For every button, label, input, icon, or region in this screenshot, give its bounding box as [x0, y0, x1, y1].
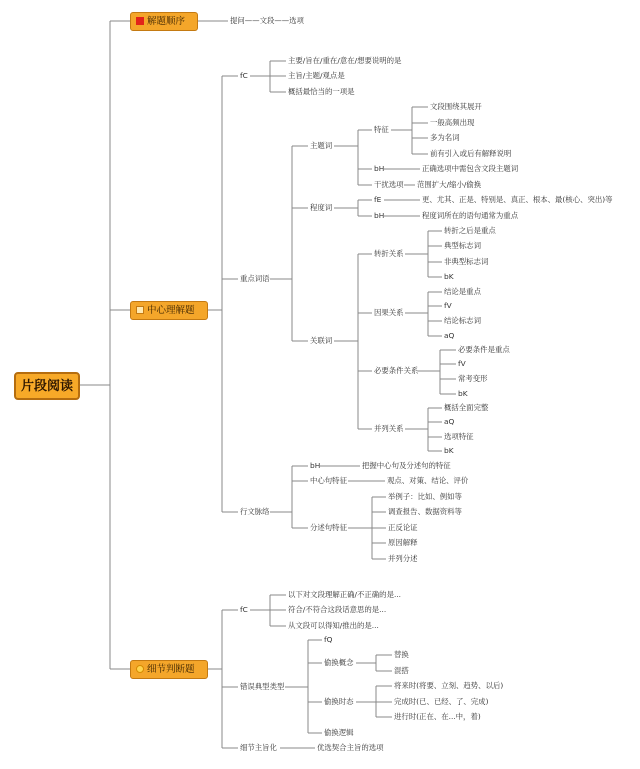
degree-fe-text: 更、尤其、正是、特别是、真正、根本、最(核心、突出)等 [422, 195, 613, 204]
branch-detail-node[interactable] [130, 660, 208, 679]
turn-label: 转折关系 [374, 249, 404, 258]
sub-sent-item-1: 举例子：比如、例如等 [388, 492, 462, 501]
topic-bh-text: 正确选项中需包含文段主题词 [422, 164, 519, 173]
turn-item-2: 典型标志词 [444, 241, 481, 250]
cause-item-4: aQ [444, 331, 455, 340]
necessary-item-3: 常考变形 [458, 374, 488, 383]
context-bh-label: bH [310, 461, 321, 470]
tense-label: 偷换时态 [324, 697, 354, 706]
flag-icon [136, 17, 144, 25]
topic-distract-text: 范围扩大/缩小/偷换 [417, 180, 482, 189]
parallel-item-1: 概括全面完整 [444, 403, 489, 412]
errors-fq-label: fQ [324, 635, 333, 644]
turn-item-4: bK [444, 272, 454, 281]
parallel-label: 并列关系 [374, 424, 404, 433]
necessary-item-4: bK [458, 389, 468, 398]
concept-item-1: 替换 [394, 650, 409, 659]
concept-item-2: 混搭 [394, 666, 409, 675]
turn-item-1: 转折之后是重点 [444, 226, 496, 235]
topic-feature-item-3: 多为名词 [430, 133, 460, 142]
tense-item-2: 完成时(已、已经、了、完成) [394, 697, 489, 706]
main-label: 细节主旨化 [240, 743, 277, 752]
parallel-item-2: aQ [444, 417, 455, 426]
center-sent-label: 中心句特征 [310, 476, 347, 485]
center-sent-text: 观点、对策、结论、评价 [387, 476, 469, 485]
sub-sent-item-2: 调查报告、数据资料等 [388, 507, 462, 516]
cause-item-2: fV [444, 301, 452, 310]
parallel-item-4: bK [444, 446, 454, 455]
center-fc-label: fC [240, 71, 248, 80]
detail-fc-item-3: 从文段可以得知/推出的是... [288, 621, 379, 630]
topic-feature-label: 特征 [374, 125, 389, 134]
sub-sent-label: 分述句特征 [310, 523, 347, 532]
branch-order-label: 解题顺序 [147, 16, 186, 27]
topic-feature-item-4: 前有引入或后有解释说明 [430, 149, 512, 158]
errors-label: 错误典型类型 [240, 682, 285, 691]
sub-sent-item-3: 正反论证 [388, 523, 418, 532]
branch-center-label: 中心理解题 [147, 305, 195, 316]
keywords-label: 重点词语 [240, 274, 270, 283]
bulb-icon [136, 665, 144, 673]
context-bh-text: 把握中心句及分述句的特征 [362, 461, 451, 470]
topic-feature-item-1: 文段围绕其展开 [430, 102, 482, 111]
tense-item-3: 进行时(正在、在...中，着) [394, 712, 481, 721]
degree-label: 程度词 [310, 203, 333, 212]
main-text: 优选契合主旨的选项 [317, 743, 384, 752]
necessary-item-2: fV [458, 359, 466, 368]
sub-sent-item-4: 原因解释 [388, 538, 418, 547]
root-node[interactable] [14, 372, 80, 400]
branch-detail-label: 细节判断题 [147, 664, 195, 675]
topic-label: 主题词 [310, 141, 333, 150]
cause-item-3: 结论标志词 [444, 316, 481, 325]
order-flow-text: 提问——文段——选项 [230, 16, 304, 25]
branch-order-node[interactable] [130, 12, 198, 31]
concept-label: 偷换概念 [324, 658, 354, 667]
root-label: 片段阅读 [20, 379, 73, 394]
center-fc-item-2: 主旨/主题/观点是 [288, 71, 345, 80]
tense-item-1: 将来时(将要、立刻、趋势、以后) [394, 681, 504, 690]
conn-label: 关联词 [310, 336, 333, 345]
detail-fc-item-2: 符合/不符合这段话意思的是... [288, 605, 387, 614]
turn-item-3: 非典型标志词 [444, 257, 489, 266]
degree-fe-label: fE [374, 195, 382, 204]
degree-bh-label: bH [374, 211, 385, 220]
cause-label: 因果关系 [374, 308, 404, 317]
branch-center-node[interactable] [130, 301, 208, 320]
topic-distract-label: 干扰选项 [374, 180, 404, 189]
sub-sent-item-5: 并列分述 [388, 554, 418, 563]
necessary-label: 必要条件关系 [374, 366, 419, 375]
logic-label: 偷换逻辑 [324, 728, 354, 737]
note-icon [136, 306, 144, 314]
center-fc-item-3: 概括最恰当的一项是 [288, 87, 355, 96]
detail-fc-item-1: 以下对文段理解正确/不正确的是... [288, 590, 402, 599]
degree-bh-text: 程度词所在的语句通常为重点 [422, 211, 519, 220]
topic-bh-label: bH [374, 164, 385, 173]
parallel-item-3: 选项特征 [444, 432, 474, 441]
cause-item-1: 结论是重点 [444, 287, 481, 296]
topic-feature-item-2: 一般高频出现 [430, 118, 475, 127]
necessary-item-1: 必要条件是重点 [458, 345, 510, 354]
context-label: 行文脉络 [240, 507, 270, 516]
detail-fc-label: fC [240, 605, 248, 614]
center-fc-item-1: 主要/旨在/重在/意在/想要说明的是 [288, 56, 402, 65]
